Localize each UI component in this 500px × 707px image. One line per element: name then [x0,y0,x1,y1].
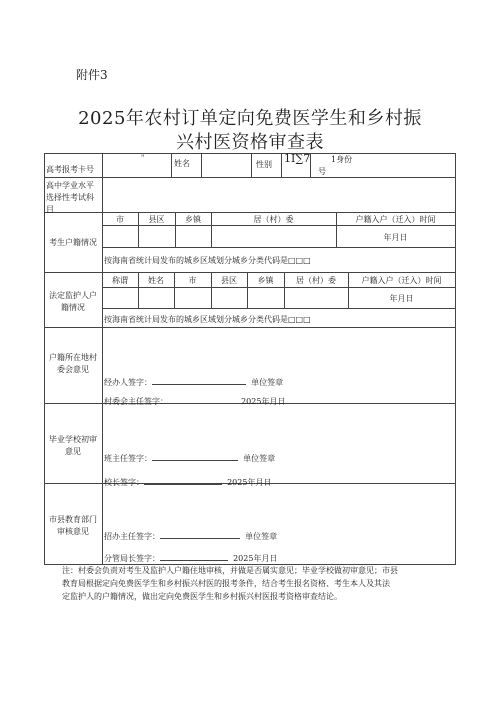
deputy-director-signature [104,551,277,564]
id-number-label-a: 1身份 [331,155,353,164]
signature-date: 2025年月日 [227,478,272,487]
col-city: 市 [116,215,124,224]
cell-divider [201,153,202,177]
form-note [62,564,402,603]
signature-line [152,375,246,385]
row-divider [44,327,456,328]
exam-number-mark: " [141,154,145,162]
guardian-urban-rural-code: 按海南省统计局发布的城乡区域划分城乡分类代码是□□□ [104,315,311,324]
signature-date: 2025年月日 [233,554,278,563]
form-border-right [455,153,456,564]
unit-seal-label: 单位签章 [245,532,278,541]
principal-label: 校长签字： [104,478,144,487]
col-county: 县区 [221,276,237,285]
col-town: 乡镇 [185,215,201,224]
row-divider [44,177,456,178]
cell-divider [171,153,172,177]
deputy-director-label: 分管局长签字： [104,554,160,563]
id-number-label-b: 号 [318,167,326,176]
col-registration-time: 户籍入户（迁入）时间 [355,215,436,224]
registration-date-placeholder: 年月日 [383,233,408,242]
sub-row-divider [102,247,456,248]
exam-number-label: 高考报考卡号 [46,165,94,174]
qualification-review-form [44,153,456,564]
unit-seal-label: 单位签章 [251,378,284,387]
gender-label: 性别 [256,160,272,169]
unit-seal-label: 单位签章 [243,454,276,463]
village-committee-opinion-label: 户籍所在地村委会意见 [49,353,97,374]
cell-divider [251,153,252,177]
signature-line [160,551,228,561]
col-name: 姓名 [148,276,164,285]
col-relation: 称谓 [112,276,128,285]
village-handler-signature [104,375,283,388]
guardian-household-label: 法定监护人户籍情况 [49,291,97,312]
form-title-line2: 兴村医资格审查表 [176,132,324,153]
cell-divider [281,153,282,177]
note-line: 教育局根据定向免费医学生和乡村振兴村医的报考条件，结合考生报名资格、考生本人及其法 [62,579,390,588]
class-teacher-label: 班主任签字： [104,454,152,463]
student-urban-rural-code: 按海南省统计局发布的城乡区域划分城乡分类代码是□□□ [104,256,311,265]
col-registration-time: 户籍入户（迁入）时间 [361,276,442,285]
col-village-committee: 居（村）委 [296,276,336,285]
sub-row-divider [102,308,456,309]
form-border-left [44,153,45,564]
name-label: 姓名 [174,159,190,168]
admissions-director-label: 招办主任签字： [104,532,160,541]
school-opinion-label: 毕业学校初审意见 [49,435,97,456]
note-line: 定监护人的户籍情况，做出定向免费医学生和乡村振兴村医报考资格审查结论。 [62,592,342,601]
col-town: 乡镇 [257,276,274,285]
signature-line [168,394,236,404]
col-county: 县区 [148,215,165,224]
admissions-director-signature [104,529,277,542]
signature-date: 2025年月日 [241,397,286,406]
row-divider [44,212,456,213]
class-teacher-signature [104,451,275,464]
principal-signature [104,475,271,488]
signature-line [144,475,222,485]
registration-date-placeholder: 年月日 [389,294,414,303]
form-border-top [44,153,456,154]
sub-row-divider [102,287,456,288]
note-line: 注：村委会负责对考生及监护人户籍住地审核，并做是否属实意见；毕业学校做初审意见；市县 [62,566,398,575]
signature-line [152,451,238,461]
id-number-overlap-text: 1Ⅰ∑7 [284,152,311,165]
village-handler-label: 经办人签字： [104,378,152,387]
form-title-line1: 2025年农村订单定向免费医学生和乡村振 [78,108,422,129]
col-village-committee: 居（村）委 [253,215,294,224]
student-household-label: 考生户籍情况 [49,238,97,247]
col-city: 市 [188,276,197,285]
sub-row-divider [102,225,456,226]
village-director-label: 村委会主任签字： [104,397,168,406]
village-director-signature [104,394,285,407]
row-divider [44,272,456,273]
subjects-label: 高中学业水平选择性考试科目 [46,181,94,214]
attachment-label: 附件3 [76,68,108,82]
education-department-opinion-label: 市县教育部门审核意见 [49,515,97,536]
signature-line [160,529,240,539]
